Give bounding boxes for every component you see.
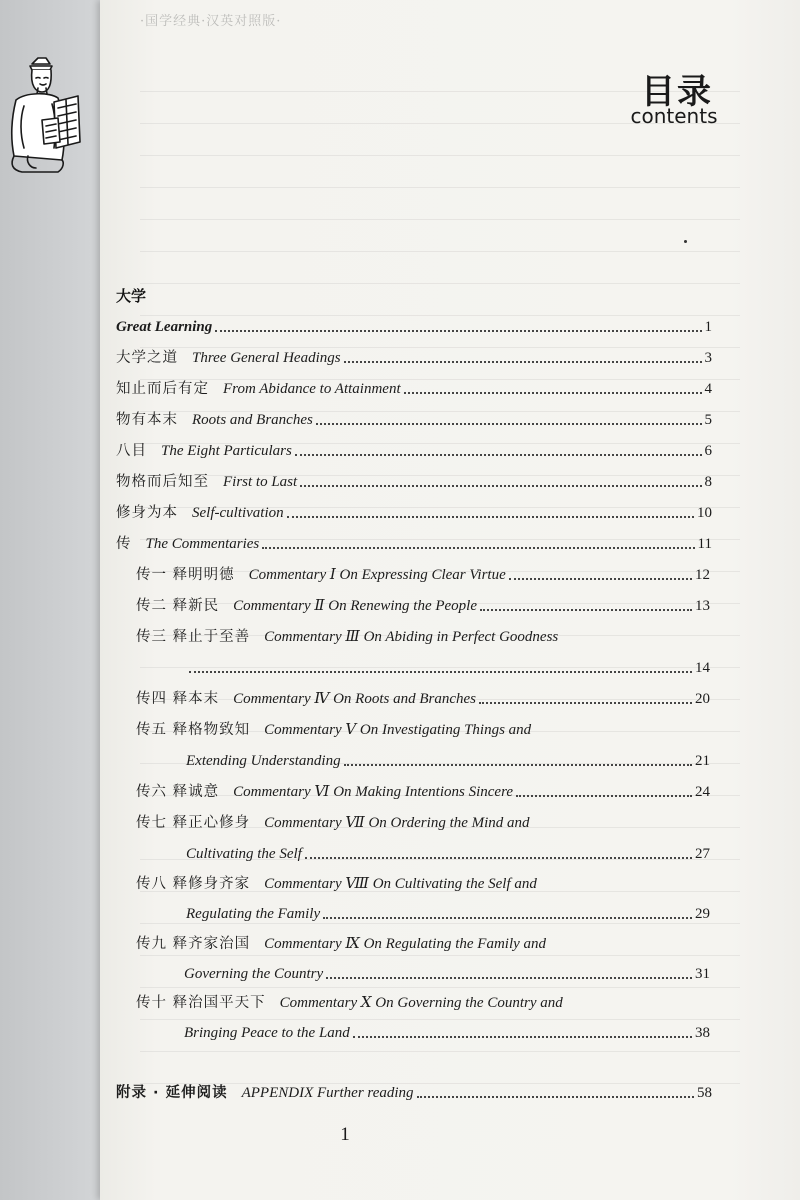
running-head: ·国学经典·汉英对照版· xyxy=(140,14,282,29)
entry-title-en: Commentary Ⅸ On Regulating the Family and xyxy=(264,936,547,952)
toc-entry[interactable] xyxy=(136,593,710,615)
entry-page: 20 xyxy=(695,691,710,707)
entry-title-zh: 传一 释明明德 xyxy=(136,567,235,583)
leader-dots xyxy=(479,692,692,704)
entry-page: 10 xyxy=(697,505,712,521)
entry-page: 24 xyxy=(695,784,710,800)
toc-entry[interactable] xyxy=(116,438,712,460)
leader-dots xyxy=(480,599,692,611)
entry-page: 12 xyxy=(695,567,710,583)
entry-page: 8 xyxy=(704,474,712,490)
toc-entry-continuation[interactable] xyxy=(184,1020,710,1042)
toc-entry[interactable] xyxy=(136,686,710,708)
entry-page: 14 xyxy=(695,660,710,676)
entry-page: 29 xyxy=(695,906,710,922)
entry-title-en: Commentary Ⅶ On Ordering the Mind and xyxy=(264,815,530,831)
entry-title-en-continued: Bringing Peace to the Land xyxy=(184,1025,350,1041)
page-number: 1 xyxy=(340,1124,350,1145)
entry-page: 38 xyxy=(695,1025,710,1041)
entry-title-zh: 传 xyxy=(116,536,132,552)
entry-title-en-continued: Extending Understanding xyxy=(186,753,341,769)
toc-entry[interactable] xyxy=(136,562,710,584)
leader-dots xyxy=(215,320,701,332)
entry-title-zh: 传五 释格物致知 xyxy=(136,722,251,738)
entry-title-en: Commentary Ⅷ On Cultivating the Self and xyxy=(264,876,537,892)
entry-title-en: Great Learning xyxy=(116,319,213,335)
entry-page: 3 xyxy=(704,350,712,366)
entry-page: 5 xyxy=(704,412,712,428)
toc-subtitle: contents xyxy=(630,104,718,128)
entry-title-en: Commentary Ⅳ On Roots and Branches xyxy=(233,691,476,707)
toc-entry[interactable] xyxy=(136,990,710,1012)
leader-dots xyxy=(287,506,694,518)
toc-entry-continuation[interactable] xyxy=(186,901,710,923)
toc-entry[interactable] xyxy=(116,376,712,398)
toc-entry-continuation[interactable] xyxy=(186,655,710,677)
leader-dots xyxy=(295,444,702,456)
appendix-title-zh: 附录 · 延伸阅读 xyxy=(116,1085,228,1101)
entry-title-en-continued: Cultivating the Self xyxy=(186,846,302,862)
entry-page: 58 xyxy=(697,1085,712,1101)
leader-dots xyxy=(344,351,702,363)
entry-title-en: Three General Headings xyxy=(192,350,341,366)
toc-entry[interactable] xyxy=(116,469,712,491)
leader-dots xyxy=(316,413,702,425)
leader-dots xyxy=(344,754,692,766)
entry-title-en: First to Last xyxy=(223,474,298,490)
entry-title-zh: 八目 xyxy=(116,443,147,459)
leader-dots xyxy=(417,1086,694,1098)
entry-title-zh: 传十 释治国平天下 xyxy=(136,995,266,1011)
toc-entry[interactable] xyxy=(116,531,712,553)
entry-page: 1 xyxy=(704,319,712,335)
leader-dots xyxy=(262,537,694,549)
section-title: 大学 xyxy=(116,287,147,305)
appendix-title-en: APPENDIX Further reading xyxy=(241,1085,414,1101)
toc-entry[interactable] xyxy=(136,810,710,832)
entry-title-en: Roots and Branches xyxy=(192,412,313,428)
leader-dots xyxy=(323,907,692,919)
toc-entry[interactable] xyxy=(136,871,710,893)
entry-page: 27 xyxy=(695,846,710,862)
entry-title-zh: 传九 释齐家治国 xyxy=(136,936,251,952)
entry-title-en: Commentary Ⅱ On Renewing the People xyxy=(233,598,477,614)
entry-title-zh: 知止而后有定 xyxy=(116,381,209,397)
toc-entry[interactable] xyxy=(116,500,712,522)
entry-page: 4 xyxy=(704,381,712,397)
toc-entry[interactable] xyxy=(116,345,712,367)
toc-entry-continuation[interactable] xyxy=(184,961,710,983)
toc-title: 目录 xyxy=(641,72,713,112)
toc-entry[interactable] xyxy=(136,717,710,739)
toc-entry[interactable] xyxy=(116,407,712,429)
entry-title-en: Commentary Ⅰ On Expressing Clear Virtue xyxy=(248,567,506,583)
toc-entry[interactable] xyxy=(136,931,710,953)
entry-page: 21 xyxy=(695,753,710,769)
toc-entry-appendix[interactable] xyxy=(116,1080,712,1102)
entry-title-zh: 物格而后知至 xyxy=(116,474,209,490)
leader-dots xyxy=(509,568,692,580)
entry-page: 6 xyxy=(704,443,712,459)
entry-title-en: The Eight Particulars xyxy=(161,443,292,459)
entry-page: 31 xyxy=(695,966,710,982)
entry-page: 13 xyxy=(695,598,710,614)
leader-dots xyxy=(305,847,692,859)
leader-dots xyxy=(326,967,692,979)
entry-title-en: From Abidance to Attainment xyxy=(223,381,401,397)
toc-entry[interactable] xyxy=(136,779,710,801)
entry-page: 11 xyxy=(697,536,712,552)
entry-title-en: Commentary Ⅵ On Making Intentions Sincere xyxy=(233,784,514,800)
toc-entry[interactable] xyxy=(136,624,710,646)
leader-dots xyxy=(300,475,701,487)
entry-title-en-continued: Governing the Country xyxy=(184,966,324,982)
entry-title-zh: 传八 释修身齐家 xyxy=(136,876,251,892)
toc-entry[interactable] xyxy=(116,314,712,336)
leader-dots xyxy=(404,382,702,394)
entry-title-zh: 传四 释本末 xyxy=(136,691,220,707)
entry-title-zh: 修身为本 xyxy=(116,505,178,521)
toc-entry-continuation[interactable] xyxy=(186,748,710,770)
entry-title-en: Commentary Ⅹ On Governing the Country and xyxy=(279,995,563,1011)
toc-entry-continuation[interactable] xyxy=(186,841,710,863)
entry-title-zh: 传二 释新民 xyxy=(136,598,220,614)
entry-title-en: The Commentaries xyxy=(145,536,260,552)
leader-dots xyxy=(353,1026,692,1038)
entry-title-en: Self-cultivation xyxy=(192,505,284,521)
leader-dots xyxy=(516,785,692,797)
entry-title-zh: 传六 释诚意 xyxy=(136,784,220,800)
entry-title-zh: 大学之道 xyxy=(116,350,178,366)
leader-dots xyxy=(189,661,692,673)
entry-title-en-continued: Regulating the Family xyxy=(186,906,321,922)
entry-title-zh: 传七 释正心修身 xyxy=(136,815,251,831)
entry-title-en: Commentary Ⅴ On Investigating Things and xyxy=(264,722,532,738)
entry-title-zh: 物有本末 xyxy=(116,412,178,428)
entry-title-zh: 传三 释止于至善 xyxy=(136,629,251,645)
entry-title-en: Commentary Ⅲ On Abiding in Perfect Goodness xyxy=(264,629,559,645)
